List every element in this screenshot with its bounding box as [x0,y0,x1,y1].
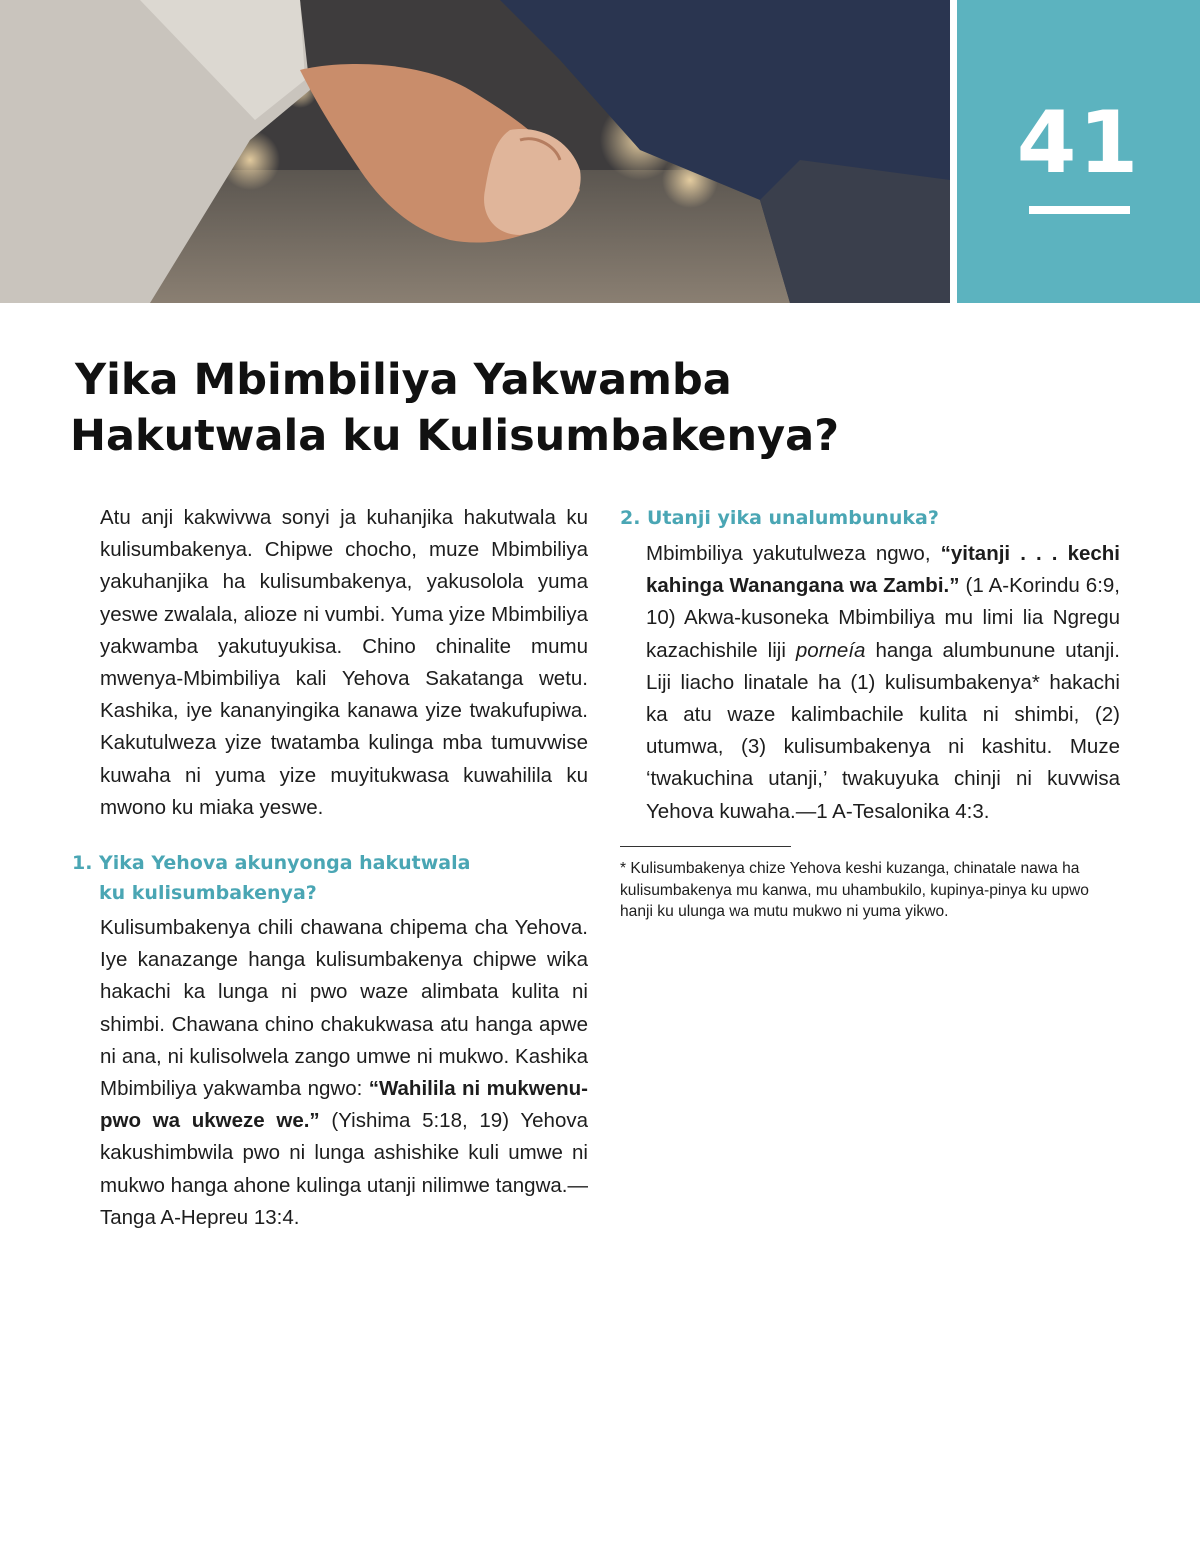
section-2-text-a: Mbimbiliya yakutulweza ngwo, [646,542,941,565]
question-1-number: 1. [72,852,93,874]
intro-column [100,502,588,824]
section-1-text-a: Kulisumbakenya chili chawana chipema cha Yehova. Iye kanazange hanga kulisumbakenya chipwe wika hakachi ka lunga ni pwo waze alimbata kulita ni shimbi. Chawana chino chakukwasa atu hanga apwe ni ana, ni kulisolwela zango umwe ni mukwo. Kashika Mbimbiliya yakwamba ngwo: [100,916,588,1101]
greek-word: porneía [795,638,866,662]
intro-paragraph: Atu anji kakwivwa sonyi ja kuhanjika hakutwala ku kulisumbakenya. Chipwe chocho, muze Mbimbiliya yakuhanjika ha kulisumbakenya, yakusolola yuma yeswe zwalala, alioze ni vumbi. Yuma yize Mbimbiliya yakwamba yakutuyukisa. Chino chinalite mumu mwenya-Mbimbiliya kali Yehova Sakatanga wetu. Kashika, iye kananyingika kanawa yize twakufupiwa. Kakutulweza yize twatamba kulinga mba tumuvwise kuwaha ni yuma yize muyitukwasa kuwahilila ku mwono ku miaka yeswe. [100,506,588,819]
title-line-2: Hakutwala ku Kulisumbakenya? [70,411,840,461]
title-line-1: Yika Mbimbiliya Yakwamba [75,355,732,405]
section-2-text-c: hanga alumbunune utanji. Liji liacho linatale ha (1) kulisumbakenya* hakachi ka atu waze kalimbachile kulita ni shimbi, (2) utumwa, (3) kulisumbakenya ni kashitu. Muze ‘twakuchina utanji,’ twakuyuka chinji ni kuvwisa Yehova kuwaha.—1 A-Tesalonika 4:3. [646,638,1121,823]
section-1-body [100,912,588,1234]
section-2-paragraph [646,538,1120,828]
section-1-text-b: (Yishima 5:18, 19) Yehova kakushimbwila pwo ni lunga ashishike kuli umwe ni mukwo hanga ahone kulinga utanji nilimwe tangwa.—Tanga A-Hepreu 13:4. [100,1109,588,1229]
question-1-line-1: Yika Yehova akunyonga hakutwala [99,852,471,874]
page-title [70,352,970,464]
section-2-body [646,538,1120,828]
hero-photo [0,0,950,303]
section-1-paragraph [100,912,588,1234]
section-2-text-b: (1 A-Korindu 6:9, 10) Akwa-kusoneka Mbimbiliya mu limi lia Ngregu kazachishile liji [646,574,1120,662]
footnote: * Kulisumbakenya chize Yehova keshi kuzanga, chinatale nawa ha kulisumbakenya mu kanwa, mu uhambukilo, kupinya-pinya ku upwo hanji ku ulunga wa mutu mukwo ni yuma yikwo. [620,860,1089,920]
chapter-number: 41 [1016,93,1141,193]
holding-hands-photo [0,0,950,303]
question-1-heading [72,848,592,908]
chapter-underline [1029,206,1130,214]
chapter-number-box [957,0,1200,303]
section-2-quote: “yitanji . . . kechi kahinga Wanangana wa Zambi.” [646,542,1120,598]
question-1-line-2: ku kulisumbakenya? [99,882,317,904]
question-2-heading: 2. Utanji yika unalumbunuka? [620,507,939,529]
footnote-divider [620,846,791,847]
section-1-quote: “Wahilila ni mukwenu-pwo wa ukweze we.” [100,1077,588,1133]
